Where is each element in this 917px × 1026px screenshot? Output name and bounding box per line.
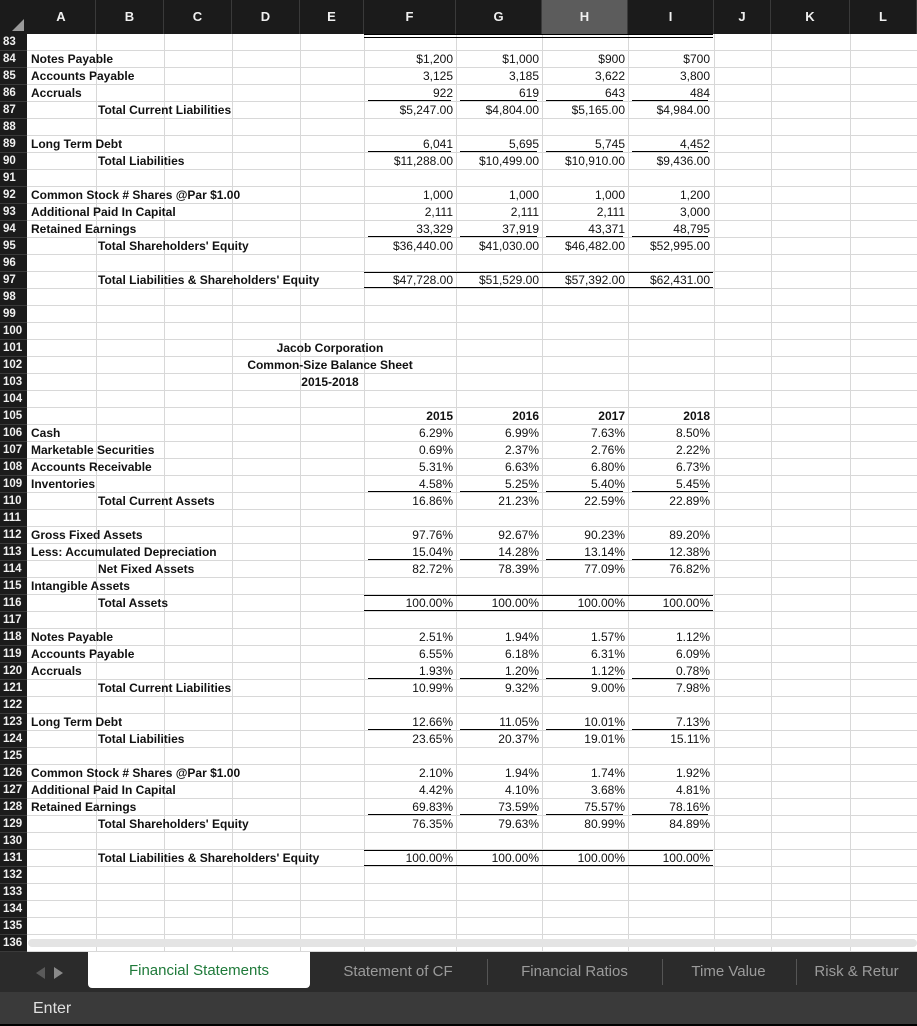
row-label: Additional Paid In Capital bbox=[31, 205, 176, 219]
gridline bbox=[27, 339, 917, 340]
sum-rule bbox=[546, 236, 623, 237]
report-company: Jacob Corporation bbox=[276, 341, 384, 355]
value-cell: 1.94% bbox=[504, 766, 539, 780]
value-cell: 6.99% bbox=[504, 426, 539, 440]
sum-rule bbox=[368, 814, 451, 815]
row-header[interactable]: 121 bbox=[0, 680, 27, 697]
previous-sheet-arrow-icon[interactable] bbox=[36, 967, 45, 979]
sum-rule bbox=[546, 559, 623, 560]
value-cell: 43,371 bbox=[588, 222, 625, 236]
sum-rule bbox=[632, 100, 708, 101]
value-cell: $62,431.00 bbox=[649, 273, 710, 287]
row-header[interactable]: 101 bbox=[0, 340, 27, 357]
row-header[interactable]: 93 bbox=[0, 204, 27, 221]
row-header[interactable]: 114 bbox=[0, 561, 27, 578]
row-label: Notes Payable bbox=[31, 52, 114, 66]
value-cell: $4,804.00 bbox=[485, 103, 539, 117]
value-cell: 1,200 bbox=[679, 188, 710, 202]
row-header[interactable]: 106 bbox=[0, 425, 27, 442]
value-cell: $5,165.00 bbox=[571, 103, 625, 117]
value-cell: 10.99% bbox=[412, 681, 453, 695]
value-cell: 3,800 bbox=[679, 69, 710, 83]
row-header[interactable]: 126 bbox=[0, 765, 27, 782]
value-cell: $41,030.00 bbox=[478, 239, 539, 253]
sum-rule bbox=[546, 814, 623, 815]
value-cell: 1,000 bbox=[508, 188, 539, 202]
row-header[interactable]: 110 bbox=[0, 493, 27, 510]
tab-separator bbox=[662, 959, 663, 985]
row-header[interactable]: 102 bbox=[0, 357, 27, 374]
gridline bbox=[27, 356, 917, 357]
value-cell: 6.29% bbox=[418, 426, 453, 440]
input-mode-label: Enter bbox=[33, 1000, 72, 1017]
value-cell: $51,529.00 bbox=[478, 273, 539, 287]
value-cell: 2.10% bbox=[418, 766, 453, 780]
sheet-tab-bar bbox=[0, 952, 917, 992]
value-cell: 0.69% bbox=[418, 443, 453, 457]
gridline bbox=[27, 934, 917, 935]
gridline bbox=[27, 322, 917, 323]
row-header[interactable]: 113 bbox=[0, 544, 27, 561]
value-cell: 21.23% bbox=[498, 494, 539, 508]
column-header-b[interactable]: B bbox=[96, 0, 164, 34]
row-header[interactable]: 134 bbox=[0, 901, 27, 918]
sum-rule bbox=[368, 559, 451, 560]
row-header[interactable]: 99 bbox=[0, 306, 27, 323]
value-cell: 3,125 bbox=[422, 69, 453, 83]
value-cell: 90.23% bbox=[584, 528, 625, 542]
row-label: Total Assets bbox=[98, 596, 169, 610]
value-cell: 20.37% bbox=[498, 732, 539, 746]
value-cell: 9.00% bbox=[590, 681, 625, 695]
column-header-g[interactable]: G bbox=[456, 0, 542, 34]
value-cell: $9,436.00 bbox=[656, 154, 710, 168]
value-cell: 6.63% bbox=[504, 460, 539, 474]
row-label: Total Liabilities & Shareholders' Equity bbox=[98, 273, 320, 287]
row-header[interactable]: 127 bbox=[0, 782, 27, 799]
sheet-tab[interactable]: Risk & Retur bbox=[814, 963, 899, 980]
gridline bbox=[27, 917, 917, 918]
cell-grid[interactable] bbox=[27, 34, 917, 952]
sum-rule bbox=[632, 729, 708, 730]
input-mode-bar bbox=[0, 992, 917, 1024]
horizontal-scrollbar[interactable] bbox=[28, 939, 917, 947]
column-header-c[interactable]: C bbox=[164, 0, 232, 34]
report-title: Common-Size Balance Sheet bbox=[247, 358, 413, 372]
row-label: Long Term Debt bbox=[31, 715, 123, 729]
value-cell: 6.55% bbox=[418, 647, 453, 661]
value-cell: 12.66% bbox=[412, 715, 453, 729]
row-label: Long Term Debt bbox=[31, 137, 123, 151]
value-cell: 4.81% bbox=[675, 783, 710, 797]
value-cell: $11,288.00 bbox=[393, 154, 453, 168]
value-cell: 23.65% bbox=[412, 732, 453, 746]
row-label: Total Liabilities bbox=[98, 154, 185, 168]
value-cell: 1,000 bbox=[422, 188, 453, 202]
gridline bbox=[27, 883, 917, 884]
row-header[interactable]: 95 bbox=[0, 238, 27, 255]
value-cell: $700 bbox=[683, 52, 710, 66]
sum-rule bbox=[368, 678, 451, 679]
row-header[interactable]: 105 bbox=[0, 408, 27, 425]
value-cell: 48,795 bbox=[673, 222, 710, 236]
value-cell: 1.93% bbox=[418, 664, 453, 678]
sheet-tab[interactable]: Financial Statements bbox=[88, 952, 310, 988]
sum-rule bbox=[632, 151, 708, 152]
value-cell: 2,111 bbox=[510, 205, 539, 219]
value-cell: 2,111 bbox=[424, 205, 453, 219]
top-border bbox=[364, 37, 713, 38]
value-cell: 100.00% bbox=[662, 851, 710, 865]
row-label: Common Stock # Shares @Par $1.00 bbox=[31, 766, 241, 780]
row-header[interactable]: 94 bbox=[0, 221, 27, 238]
sum-rule bbox=[460, 678, 537, 679]
value-cell: 76.35% bbox=[412, 817, 453, 831]
row-header[interactable]: 129 bbox=[0, 816, 27, 833]
value-cell: 84.89% bbox=[669, 817, 710, 831]
value-cell: $10,499.00 bbox=[478, 154, 539, 168]
value-cell: 5,695 bbox=[508, 137, 539, 151]
next-sheet-arrow-icon[interactable] bbox=[54, 967, 63, 979]
value-cell: 3.68% bbox=[590, 783, 625, 797]
row-header[interactable]: 124 bbox=[0, 731, 27, 748]
row-header[interactable]: 132 bbox=[0, 867, 27, 884]
value-cell: $57,392.00 bbox=[564, 273, 625, 287]
value-cell: 1.94% bbox=[504, 630, 539, 644]
value-cell: 1.74% bbox=[590, 766, 625, 780]
value-cell: 69.83% bbox=[412, 800, 453, 814]
value-cell: 484 bbox=[689, 86, 710, 100]
value-cell: 5.31% bbox=[418, 460, 453, 474]
row-label: Additional Paid In Capital bbox=[31, 783, 176, 797]
row-header[interactable]: 118 bbox=[0, 629, 27, 646]
row-label: Accruals bbox=[31, 664, 82, 678]
row-header[interactable]: 84 bbox=[0, 51, 27, 68]
sum-rule bbox=[460, 151, 537, 152]
row-label: Inventories bbox=[31, 477, 96, 491]
row-header[interactable]: 89 bbox=[0, 136, 27, 153]
sum-rule bbox=[546, 151, 623, 152]
total-rule bbox=[364, 287, 713, 288]
value-cell: 6.31% bbox=[590, 647, 625, 661]
report-years: 2015-2018 bbox=[301, 375, 359, 389]
column-header-h[interactable]: H bbox=[542, 0, 628, 34]
sheet-tab[interactable]: Statement of CF bbox=[343, 963, 453, 980]
value-cell: 19.01% bbox=[584, 732, 625, 746]
value-cell: 3,622 bbox=[594, 69, 625, 83]
value-cell: 22.89% bbox=[669, 494, 710, 508]
row-header[interactable]: 125 bbox=[0, 748, 27, 765]
value-cell: 4.58% bbox=[418, 477, 453, 491]
tab-separator bbox=[487, 959, 488, 985]
row-label: Intangible Assets bbox=[31, 579, 130, 593]
row-label: Total Current Assets bbox=[98, 494, 215, 508]
value-cell: 80.99% bbox=[584, 817, 625, 831]
sum-rule bbox=[546, 491, 623, 492]
sum-rule bbox=[632, 678, 708, 679]
column-header-k[interactable]: K bbox=[771, 0, 850, 34]
value-cell: 2.76% bbox=[590, 443, 625, 457]
row-header[interactable]: 97 bbox=[0, 272, 27, 289]
row-header[interactable]: 116 bbox=[0, 595, 27, 612]
tab-separator bbox=[796, 959, 797, 985]
value-cell: 100.00% bbox=[405, 596, 453, 610]
sum-rule bbox=[546, 678, 623, 679]
row-header-bar bbox=[0, 34, 27, 952]
year-header: 2018 bbox=[683, 409, 710, 423]
row-header[interactable]: 107 bbox=[0, 442, 27, 459]
value-cell: 1.12% bbox=[590, 664, 625, 678]
total-rule bbox=[364, 850, 713, 851]
value-cell: 78.39% bbox=[498, 562, 539, 576]
column-header-e[interactable]: E bbox=[300, 0, 364, 34]
value-cell: 15.04% bbox=[412, 545, 453, 559]
value-cell: 89.20% bbox=[669, 528, 710, 542]
column-header-j[interactable]: J bbox=[714, 0, 771, 34]
row-header[interactable]: 117 bbox=[0, 612, 27, 629]
value-cell: 2,111 bbox=[596, 205, 625, 219]
value-cell: 100.00% bbox=[405, 851, 453, 865]
value-cell: 73.59% bbox=[498, 800, 539, 814]
row-label: Total Shareholders' Equity bbox=[98, 239, 249, 253]
value-cell: 619 bbox=[518, 86, 539, 100]
row-label: Total Liabilities & Shareholders' Equity bbox=[98, 851, 320, 865]
row-label: Marketable Securities bbox=[31, 443, 155, 457]
row-header[interactable]: 86 bbox=[0, 85, 27, 102]
column-header-i[interactable]: I bbox=[628, 0, 714, 34]
row-label: Common Stock # Shares @Par $1.00 bbox=[31, 188, 241, 202]
value-cell: $47,728.00 bbox=[392, 273, 453, 287]
value-cell: 92.67% bbox=[498, 528, 539, 542]
value-cell: $46,482.00 bbox=[564, 239, 625, 253]
value-cell: 5.40% bbox=[590, 477, 625, 491]
sum-rule bbox=[632, 236, 708, 237]
value-cell: $36,440.00 bbox=[392, 239, 453, 253]
value-cell: 8.50% bbox=[675, 426, 710, 440]
row-header[interactable]: 115 bbox=[0, 578, 27, 595]
row-label: Total Current Liabilities bbox=[98, 681, 232, 695]
value-cell: 79.63% bbox=[498, 817, 539, 831]
sum-rule bbox=[368, 236, 451, 237]
value-cell: 12.38% bbox=[669, 545, 710, 559]
row-header[interactable]: 104 bbox=[0, 391, 27, 408]
sum-rule bbox=[460, 236, 537, 237]
total-rule bbox=[364, 865, 713, 866]
value-cell: $900 bbox=[598, 52, 625, 66]
sheet-tab[interactable]: Time Value bbox=[691, 963, 766, 980]
row-header[interactable]: 111 bbox=[0, 510, 27, 527]
row-label: Accounts Payable bbox=[31, 69, 135, 83]
sum-rule bbox=[460, 814, 537, 815]
row-header[interactable]: 87 bbox=[0, 102, 27, 119]
sum-rule bbox=[368, 491, 451, 492]
year-header: 2017 bbox=[598, 409, 625, 423]
sum-rule bbox=[460, 729, 537, 730]
row-label: Total Current Liabilities bbox=[98, 103, 232, 117]
value-cell: 6,041 bbox=[422, 137, 453, 151]
row-header[interactable]: 128 bbox=[0, 799, 27, 816]
total-rule bbox=[364, 595, 713, 596]
sum-rule bbox=[460, 100, 537, 101]
value-cell: 5,745 bbox=[594, 137, 625, 151]
value-cell: 1.12% bbox=[675, 630, 710, 644]
sum-rule bbox=[460, 559, 537, 560]
value-cell: 75.57% bbox=[584, 800, 625, 814]
value-cell: 77.09% bbox=[584, 562, 625, 576]
value-cell: 7.63% bbox=[590, 426, 625, 440]
row-header[interactable]: 91 bbox=[0, 170, 27, 187]
gridline bbox=[27, 305, 917, 306]
value-cell: 6.73% bbox=[675, 460, 710, 474]
value-cell: 15.11% bbox=[670, 732, 710, 746]
value-cell: 5.45% bbox=[675, 477, 710, 491]
value-cell: 11.05% bbox=[499, 715, 539, 729]
value-cell: 2.37% bbox=[504, 443, 539, 457]
value-cell: 7.13% bbox=[675, 715, 710, 729]
value-cell: 3,000 bbox=[679, 205, 710, 219]
row-label: Accounts Receivable bbox=[31, 460, 152, 474]
row-header[interactable]: 119 bbox=[0, 646, 27, 663]
total-rule bbox=[364, 272, 713, 273]
value-cell: 1.20% bbox=[504, 664, 539, 678]
row-header[interactable]: 85 bbox=[0, 68, 27, 85]
value-cell: 100.00% bbox=[577, 596, 625, 610]
value-cell: 1.92% bbox=[675, 766, 710, 780]
value-cell: 4,452 bbox=[679, 137, 710, 151]
value-cell: 6.18% bbox=[504, 647, 539, 661]
sum-rule bbox=[546, 729, 623, 730]
row-label: Retained Earnings bbox=[31, 222, 137, 236]
gridline bbox=[27, 900, 917, 901]
value-cell: 82.72% bbox=[412, 562, 453, 576]
sum-rule bbox=[632, 814, 708, 815]
value-cell: 4.42% bbox=[418, 783, 453, 797]
value-cell: 5.25% bbox=[504, 477, 539, 491]
value-cell: $52,995.00 bbox=[649, 239, 710, 253]
row-label: Total Shareholders' Equity bbox=[98, 817, 249, 831]
value-cell: 6.80% bbox=[590, 460, 625, 474]
value-cell: 1,000 bbox=[594, 188, 625, 202]
value-cell: 643 bbox=[604, 86, 625, 100]
value-cell: $1,200 bbox=[416, 52, 453, 66]
value-cell: 100.00% bbox=[577, 851, 625, 865]
row-header[interactable]: 103 bbox=[0, 374, 27, 391]
row-header[interactable]: 96 bbox=[0, 255, 27, 272]
row-label: Less: Accumulated Depreciation bbox=[31, 545, 217, 559]
value-cell: 0.78% bbox=[675, 664, 710, 678]
value-cell: 16.86% bbox=[412, 494, 453, 508]
value-cell: 76.82% bbox=[669, 562, 710, 576]
value-cell: 9.32% bbox=[504, 681, 539, 695]
value-cell: 100.00% bbox=[491, 596, 539, 610]
value-cell: 37,919 bbox=[502, 222, 539, 236]
row-label: Accruals bbox=[31, 86, 82, 100]
value-cell: 78.16% bbox=[669, 800, 710, 814]
value-cell: 2.51% bbox=[418, 630, 453, 644]
value-cell: 22.59% bbox=[584, 494, 625, 508]
row-header[interactable]: 100 bbox=[0, 323, 27, 340]
value-cell: $1,000 bbox=[502, 52, 539, 66]
row-header[interactable]: 83 bbox=[0, 34, 27, 51]
row-header[interactable]: 122 bbox=[0, 697, 27, 714]
value-cell: 2.22% bbox=[675, 443, 710, 457]
gridline bbox=[27, 373, 917, 374]
value-cell: 13.14% bbox=[584, 545, 625, 559]
row-header[interactable]: 131 bbox=[0, 850, 27, 867]
row-header[interactable]: 109 bbox=[0, 476, 27, 493]
value-cell: 100.00% bbox=[491, 851, 539, 865]
sum-rule bbox=[368, 729, 451, 730]
sum-rule bbox=[460, 491, 537, 492]
row-label: Cash bbox=[31, 426, 61, 440]
row-header[interactable]: 98 bbox=[0, 289, 27, 306]
top-border bbox=[364, 34, 713, 35]
row-label: Net Fixed Assets bbox=[98, 562, 195, 576]
row-label: Accounts Payable bbox=[31, 647, 135, 661]
row-header[interactable]: 135 bbox=[0, 918, 27, 935]
year-header: 2015 bbox=[426, 409, 453, 423]
select-all-corner[interactable] bbox=[0, 0, 27, 34]
value-cell: 14.28% bbox=[498, 545, 539, 559]
value-cell: 97.76% bbox=[412, 528, 453, 542]
value-cell: 6.09% bbox=[675, 647, 710, 661]
row-label: Gross Fixed Assets bbox=[31, 528, 143, 542]
row-header[interactable]: 123 bbox=[0, 714, 27, 731]
column-header-f[interactable]: F bbox=[364, 0, 456, 34]
sum-rule bbox=[368, 151, 451, 152]
column-header-a[interactable]: A bbox=[27, 0, 96, 34]
value-cell: 10.01% bbox=[584, 715, 625, 729]
row-header[interactable]: 130 bbox=[0, 833, 27, 850]
value-cell: 3,185 bbox=[508, 69, 539, 83]
row-header[interactable]: 120 bbox=[0, 663, 27, 680]
row-header[interactable]: 92 bbox=[0, 187, 27, 204]
row-header[interactable]: 90 bbox=[0, 153, 27, 170]
value-cell: 100.00% bbox=[662, 596, 710, 610]
column-header-d[interactable]: D bbox=[232, 0, 300, 34]
sheet-tab[interactable]: Financial Ratios bbox=[521, 963, 628, 980]
total-rule bbox=[364, 610, 713, 611]
column-header-bar bbox=[0, 0, 917, 34]
value-cell: 4.10% bbox=[504, 783, 539, 797]
year-header: 2016 bbox=[512, 409, 539, 423]
row-label: Total Liabilities bbox=[98, 732, 185, 746]
row-header[interactable]: 112 bbox=[0, 527, 27, 544]
value-cell: $5,247.00 bbox=[399, 103, 453, 117]
sum-rule bbox=[546, 100, 623, 101]
sum-rule bbox=[632, 491, 708, 492]
row-label: Retained Earnings bbox=[31, 800, 137, 814]
sum-rule bbox=[368, 100, 451, 101]
value-cell: $10,910.00 bbox=[564, 154, 625, 168]
row-label: Notes Payable bbox=[31, 630, 114, 644]
value-cell: 7.98% bbox=[675, 681, 710, 695]
row-header[interactable]: 133 bbox=[0, 884, 27, 901]
row-header[interactable]: 88 bbox=[0, 119, 27, 136]
value-cell: 922 bbox=[432, 86, 453, 100]
value-cell: 33,329 bbox=[416, 222, 453, 236]
row-header[interactable]: 108 bbox=[0, 459, 27, 476]
gridline bbox=[27, 390, 917, 391]
value-cell: $4,984.00 bbox=[656, 103, 710, 117]
value-cell: 1.57% bbox=[590, 630, 625, 644]
column-header-l[interactable]: L bbox=[850, 0, 917, 34]
sum-rule bbox=[632, 559, 708, 560]
row-header[interactable]: 136 bbox=[0, 935, 27, 952]
